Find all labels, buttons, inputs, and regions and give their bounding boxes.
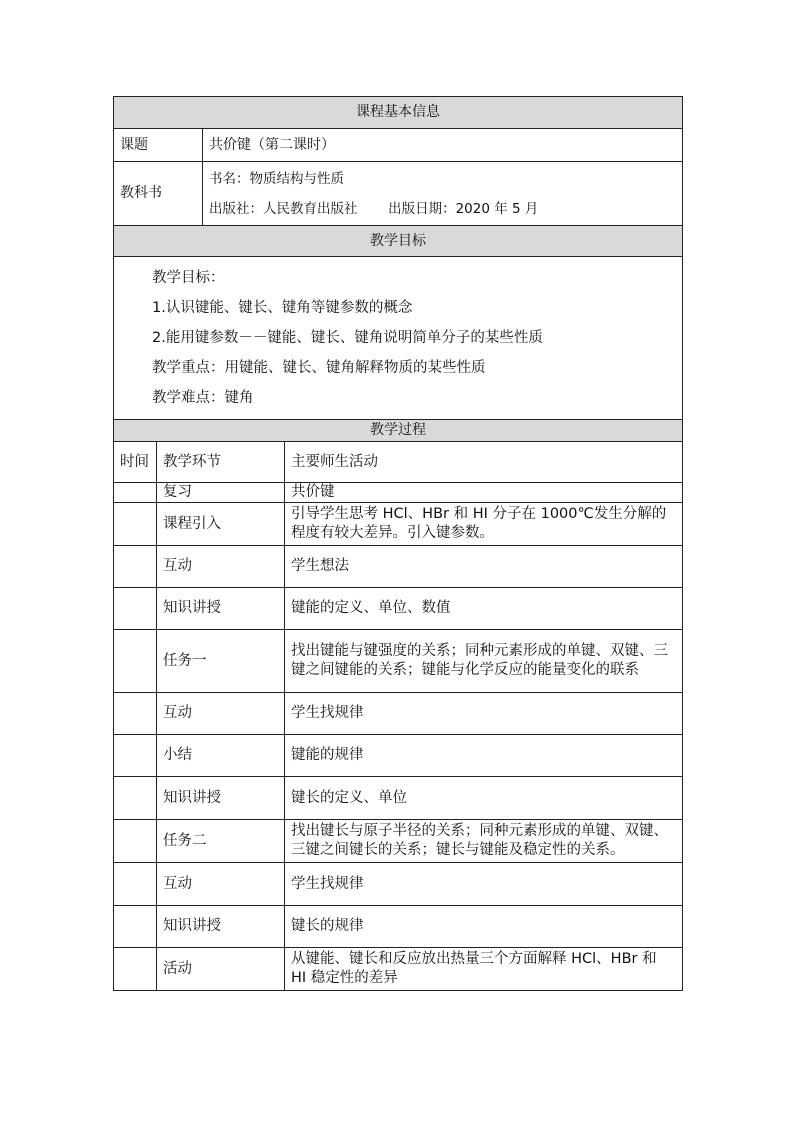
step-cell: 任务一 [157,630,285,693]
book-name: 书名：物质结构与性质 [209,170,344,187]
table-row [114,820,683,863]
time-cell [114,588,157,630]
activity-cell: 共价键 [285,483,683,503]
time-cell [114,948,157,991]
goal-item-1: 1.认识键能、键长、键角等键参数的概念 [152,300,413,316]
textbook-label: 教科书 [114,162,203,226]
table-row [114,735,683,777]
step-cell: 课程引入 [157,503,285,546]
goals-header: 教学目标 [114,226,683,257]
table-row [114,503,683,546]
time-cell [114,777,157,820]
step-cell: 复习 [157,483,285,503]
goal-item-2: 2.能用键参数－－键能、键长、键角说明简单分子的某些性质 [152,330,543,346]
time-cell [114,503,157,546]
step-cell: 知识讲授 [157,777,285,820]
step-cell: 小结 [157,735,285,777]
time-cell [114,630,157,693]
topic-value: 共价键（第二课时） [203,129,683,162]
step-cell: 任务二 [157,820,285,863]
process-column-headers [114,442,683,483]
goals-content [114,257,683,420]
topic-row [114,129,683,162]
textbook-row [114,162,683,226]
activity-cell: 键能的规律 [285,735,683,777]
info-header-row [114,97,683,129]
info-header: 课程基本信息 [114,97,683,129]
activity-cell: 引导学生思考 HCl、HBr 和 HI 分子在 1000℃发生分解的程度有较大差异。引入键参数。 [285,503,683,546]
topic-label: 课题 [114,129,203,162]
time-cell [114,735,157,777]
process-header-row [114,420,683,442]
table-row [114,693,683,735]
table-row [114,483,683,503]
step-cell: 互动 [157,693,285,735]
step-cell: 互动 [157,546,285,588]
teaching-difficulty: 教学难点：键角 [152,390,254,406]
table-row [114,630,683,693]
activity-cell: 学生找规律 [285,693,683,735]
activity-cell: 从键能、键长和反应放出热量三个方面解释 HCl、HBr 和 HI 稳定性的差异 [285,948,683,991]
table-row [114,777,683,820]
time-cell [114,820,157,863]
publisher-line [209,194,676,224]
col-time: 时间 [114,442,157,483]
pub-date: 出版日期：2020 年 5 月 [388,200,539,217]
activity-cell: 学生找规律 [285,863,683,906]
table-row [114,863,683,906]
activity-cell: 找出键能与键强度的关系；同种元素形成的单键、双键、三键之间键能的关系；键能与化学反应的能量变化的联系 [285,630,683,693]
teaching-focus: 教学重点：用键能、键长、键角解释物质的某些性质 [152,360,486,376]
time-cell [114,693,157,735]
table-row [114,906,683,948]
activity-cell: 键长的规律 [285,906,683,948]
table-row [114,546,683,588]
goals-intro: 教学目标： [152,270,225,286]
textbook-details [203,162,683,226]
activity-cell: 学生想法 [285,546,683,588]
step-cell: 知识讲授 [157,906,285,948]
time-cell [114,483,157,503]
time-cell [114,546,157,588]
time-cell [114,906,157,948]
table-row [114,588,683,630]
activity-cell: 找出键长与原子半径的关系；同种元素形成的单键、双键、三键之间键长的关系；键长与键能及稳定性的关系。 [285,820,683,863]
step-cell: 活动 [157,948,285,991]
lesson-table [113,96,683,991]
step-cell: 知识讲授 [157,588,285,630]
table-row [114,948,683,991]
activity-cell: 键能的定义、单位、数值 [285,588,683,630]
publisher: 出版社：人民教育出版社 [209,200,358,217]
goals-row [114,257,683,420]
goals-header-row [114,226,683,257]
col-activity: 主要师生活动 [285,442,683,483]
step-cell: 互动 [157,863,285,906]
lesson-plan [113,96,682,991]
process-header: 教学过程 [114,420,683,442]
time-cell [114,863,157,906]
activity-cell: 键长的定义、单位 [285,777,683,820]
col-step: 教学环节 [157,442,285,483]
